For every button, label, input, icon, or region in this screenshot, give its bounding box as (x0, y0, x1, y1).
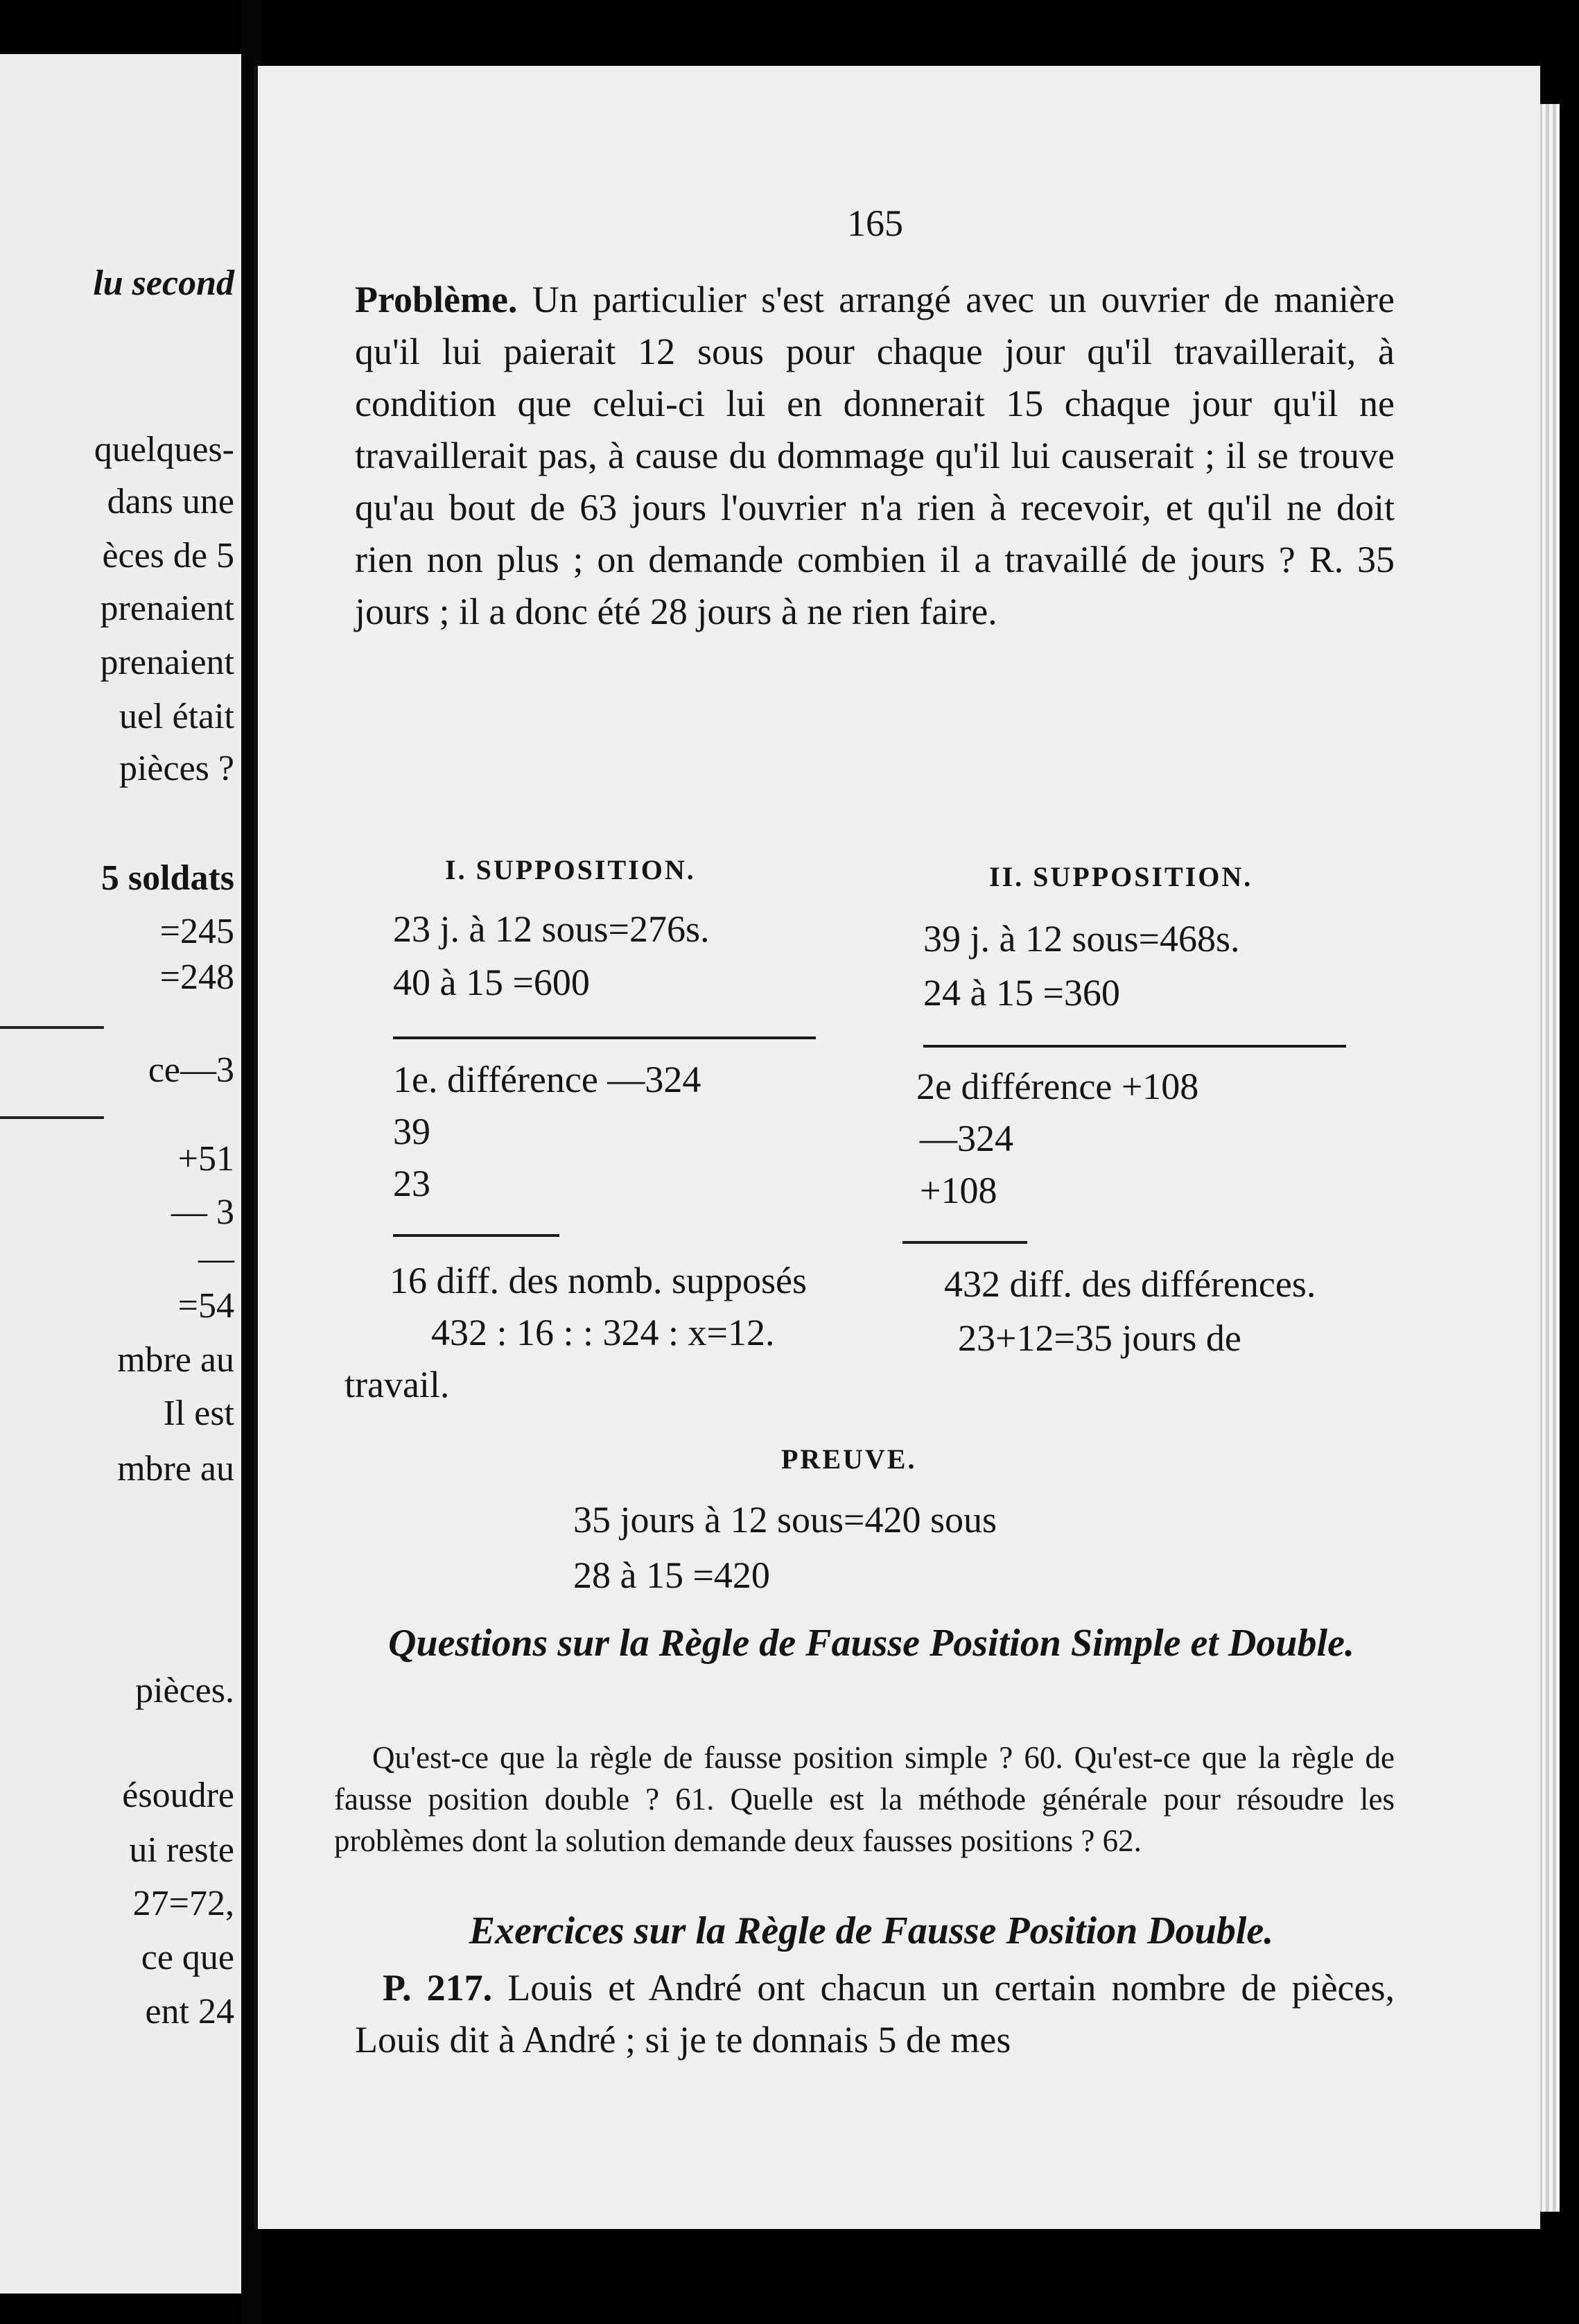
supposition-1-n2: 23 (393, 1163, 430, 1204)
left-fragment: ce que (141, 1938, 234, 1977)
supposition-1-diff: 1e. différence —324 (393, 1059, 701, 1100)
left-rule (0, 1116, 104, 1119)
left-fragment: +51 (177, 1139, 234, 1179)
questions-heading: Questions sur la Règle de Fausse Position Simple et Double. (388, 1622, 1354, 1665)
supposition-1-line2: 40 à 15 =600 (393, 962, 590, 1003)
supposition-2-result: 432 diff. des différences. (944, 1263, 1316, 1305)
supposition-2-line1: 39 j. à 12 sous=468s. (923, 918, 1240, 960)
left-fragment: dans une (107, 482, 234, 521)
left-fragment: 5 soldats (101, 858, 234, 898)
supposition-1-result: 16 diff. des nomb. supposés (390, 1260, 807, 1301)
left-fragment: ce—3 (148, 1050, 234, 1090)
left-fragment: ésoudre (122, 1776, 234, 1815)
left-fragment: èces de 5 (102, 536, 234, 575)
preuve-line2: 28 à 15 =420 (573, 1554, 770, 1596)
page-number: 165 (847, 202, 903, 244)
left-fragment: uel était (119, 697, 234, 736)
supposition-2-n1: —324 (920, 1118, 1013, 1159)
supposition-2-title: II. SUPPOSITION. (989, 861, 1253, 892)
left-fragment: prenaient (100, 643, 234, 682)
questions-text: Qu'est-ce que la règle de fausse position simple ? 60. Qu'est-ce que la règle de fausse position double ? 61. Quelle est la méthode générale pour résoudre les problèmes dont la solution demande deux fausses positions ? 62. (334, 1740, 1395, 1858)
exercise-paragraph (355, 1962, 1395, 2066)
left-fragment: =54 (177, 1286, 234, 1326)
left-page-fragment (0, 54, 241, 2293)
left-fragment: =248 (159, 957, 234, 997)
preuve-title: PREUVE. (781, 1443, 917, 1475)
left-fragment: mbre au (117, 1340, 234, 1380)
supposition-1-rule-short (393, 1234, 559, 1237)
supposition-1-line1: 23 j. à 12 sous=276s. (393, 908, 710, 950)
supposition-2-line2: 24 à 15 =360 (923, 972, 1120, 1014)
left-fragment: prenaient (100, 589, 234, 628)
supposition-2-diff: 2e différence +108 (916, 1066, 1199, 1107)
total-cont: travail. (344, 1364, 450, 1405)
left-fragment: =245 (159, 912, 234, 951)
left-fragment: quelques- (94, 430, 234, 469)
supposition-2-rule (923, 1045, 1346, 1048)
total-line: 23+12=35 jours de (958, 1317, 1241, 1359)
left-fragment: pièces. (135, 1671, 234, 1710)
preuve-line1: 35 jours à 12 sous=420 sous (573, 1499, 997, 1541)
left-fragment: pièces ? (119, 749, 234, 788)
problem-lead: Problème. (355, 279, 518, 320)
left-fragment: — (198, 1239, 234, 1278)
supposition-2-rule-short (902, 1241, 1027, 1244)
left-fragment: mbre au (117, 1449, 234, 1489)
supposition-1-n1: 39 (393, 1111, 430, 1152)
exercise-lead: P. 217. (383, 1967, 493, 2009)
left-rule (0, 1026, 104, 1029)
exercise-text: Louis et André ont chacun un certain nombre de pièces, Louis dit à André ; si je te donnais 5 de mes (355, 1967, 1395, 2061)
left-fragment: ui reste (129, 1830, 234, 1870)
left-fragment: 27=72, (132, 1884, 234, 1923)
problem-paragraph (355, 274, 1395, 638)
supposition-2-n2: +108 (920, 1170, 997, 1211)
supposition-1-rule (393, 1037, 816, 1039)
exercises-heading: Exercices sur la Règle de Fausse Position Double. (469, 1909, 1274, 1952)
left-fragment: — 3 (171, 1193, 234, 1232)
problem-text: Un particulier s'est arrangé avec un ouvrier de manière qu'il lui paierait 12 sous pour chaque jour qu'il travaillerait, à condition que celui-ci lui en donnerait 15 chaque jour qu'il ne travaillerait pas, à cause du dommage qu'il lui causerait ; il se trouve qu'au bout de 63 jours l'ouvrier n'a rien à recevoir, et qu'il ne doit rien non plus ; on demande combien il a travaillé de jours ? R. 35 jours ; il a donc été 28 jours à ne rien faire. (355, 279, 1395, 632)
left-fragment: lu second (93, 263, 234, 303)
main-page (254, 66, 1540, 2229)
left-fragment: Il est (163, 1394, 234, 1433)
left-fragment: ent 24 (145, 1992, 234, 2031)
supposition-1-title: I. SUPPOSITION. (445, 854, 696, 885)
proportion-line: 432 : 16 : : 324 : x=12. (431, 1312, 775, 1353)
